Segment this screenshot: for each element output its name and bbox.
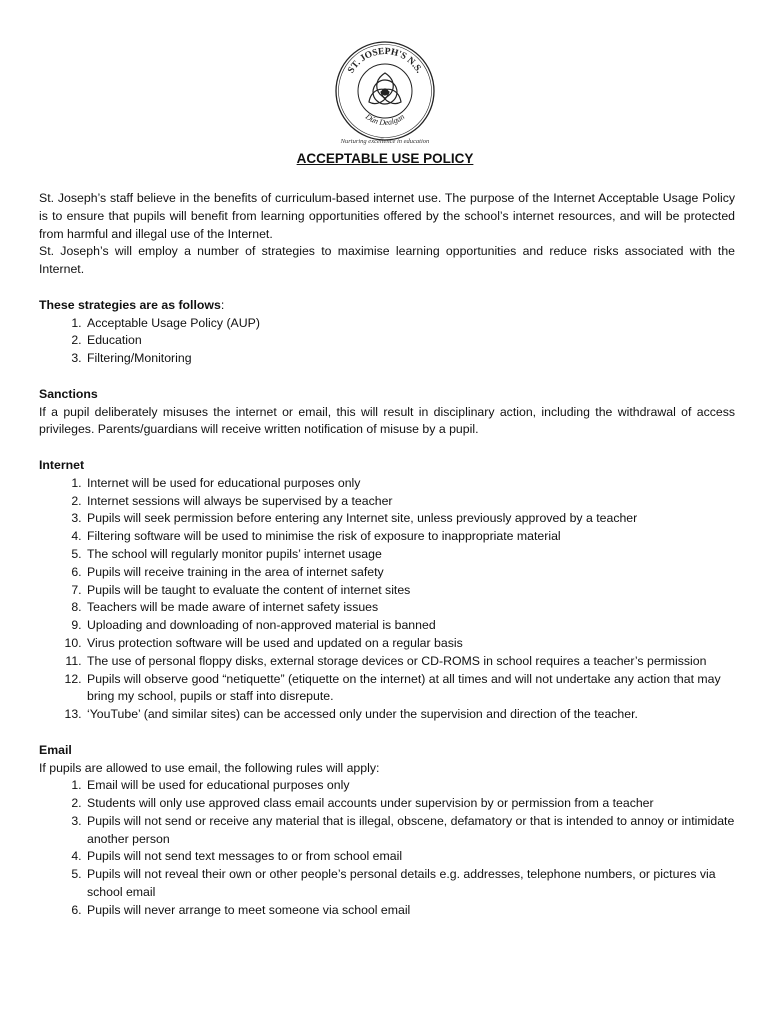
list-item: 1. Email will be used for educational purposes only — [85, 777, 735, 795]
strategies-heading: These strategies are as follows: — [39, 297, 225, 312]
school-logo — [334, 40, 436, 142]
sanctions-text: If a pupil deliberately misuses the internet or email, this will result in disciplinary action, including the withdrawal of access privileges. Parents/guardians will receive written notification of misuse by a pupil. — [39, 404, 735, 437]
internet-heading: Internet — [39, 457, 85, 472]
celtic-knot-icon — [369, 73, 401, 104]
list-item: 3. Pupils will seek permission before entering any Internet site, unless previously approved by a teacher — [85, 510, 735, 528]
strategies-list — [39, 315, 735, 368]
list-item: 6. Pupils will receive training in the area of internet safety — [85, 564, 735, 582]
policy-body — [39, 190, 735, 920]
list-item: 5. The school will regularly monitor pupils’ internet usage — [85, 546, 735, 564]
list-item: 2. Education — [85, 332, 735, 350]
list-item: 10. Virus protection software will be used and updated on a regular basis — [85, 635, 735, 653]
internet-rules-list — [39, 475, 735, 724]
list-item: 2. Students will only use approved class email accounts under supervision by or permission from a teacher — [85, 795, 735, 813]
svg-text:Dún Dealgan — [363, 111, 406, 127]
list-item: 7. Pupils will be taught to evaluate the content of internet sites — [85, 582, 735, 600]
list-item: 6. Pupils will never arrange to meet someone via school email — [85, 902, 735, 920]
strategies-heading-text: These strategies are as follows — [39, 297, 221, 312]
intro-paragraph-2: St. Joseph’s will employ a number of strategies to maximise learning opportunities and reduce risks associated with the Internet. — [39, 244, 735, 277]
list-item: 5. Pupils will not reveal their own or other people’s personal details e.g. addresses, telephone numbers, or pictures via school email — [85, 866, 735, 902]
list-item: 3. Pupils will not send or receive any material that is illegal, obscene, defamatory or that is intended to annoy or intimidate another person — [85, 813, 735, 849]
logo-ring-top-text: ST. JOSEPH'S N.S. — [346, 46, 424, 76]
email-heading: Email — [39, 742, 72, 757]
intro-paragraph-1: St. Joseph’s staff believe in the benefits of curriculum-based internet use. The purpose of the Internet Acceptable Usage Policy is to ensure that pupils will benefit from learning opportunities offered by the school’s internet resources, and will be protected from harmful and illegal use of the Internet. — [39, 191, 735, 241]
sanctions-heading: Sanctions — [39, 386, 98, 401]
list-item: 13. ‘YouTube’ (and similar sites) can be accessed only under the supervision and direction of the teacher. — [85, 706, 735, 724]
svg-text:ST. JOSEPH'S N.S. — [346, 47, 423, 75]
email-rules-list — [39, 777, 735, 919]
list-item: 1. Acceptable Usage Policy (AUP) — [85, 315, 735, 333]
email-intro: If pupils are allowed to use email, the following rules will apply: — [39, 760, 380, 775]
list-item: 2. Internet sessions will always be supervised by a teacher — [85, 493, 735, 511]
list-item: 12. Pupils will observe good “netiquette” (etiquette on the internet) at all times and will not undertake any action that may bring my school, pupils or staff into disrepute. — [85, 671, 735, 707]
list-item: 9. Uploading and downloading of non-approved material is banned — [85, 617, 735, 635]
list-item: 4. Filtering software will be used to minimise the risk of exposure to inappropriate material — [85, 528, 735, 546]
logo-tagline: Nurturing excellence in education — [340, 138, 430, 145]
list-item: 11. The use of personal floppy disks, external storage devices or CD-ROMS in school requires a teacher’s permission — [85, 653, 735, 671]
page-title: ACCEPTABLE USE POLICY — [296, 151, 474, 166]
list-item: 1. Internet will be used for educational purposes only — [85, 475, 735, 493]
list-item: 3. Filtering/Monitoring — [85, 350, 735, 368]
list-item: 4. Pupils will not send text messages to or from school email — [85, 848, 735, 866]
logo-ring-bottom-text: Dún Dealgan — [363, 112, 407, 128]
list-item: 8. Teachers will be made aware of internet safety issues — [85, 599, 735, 617]
